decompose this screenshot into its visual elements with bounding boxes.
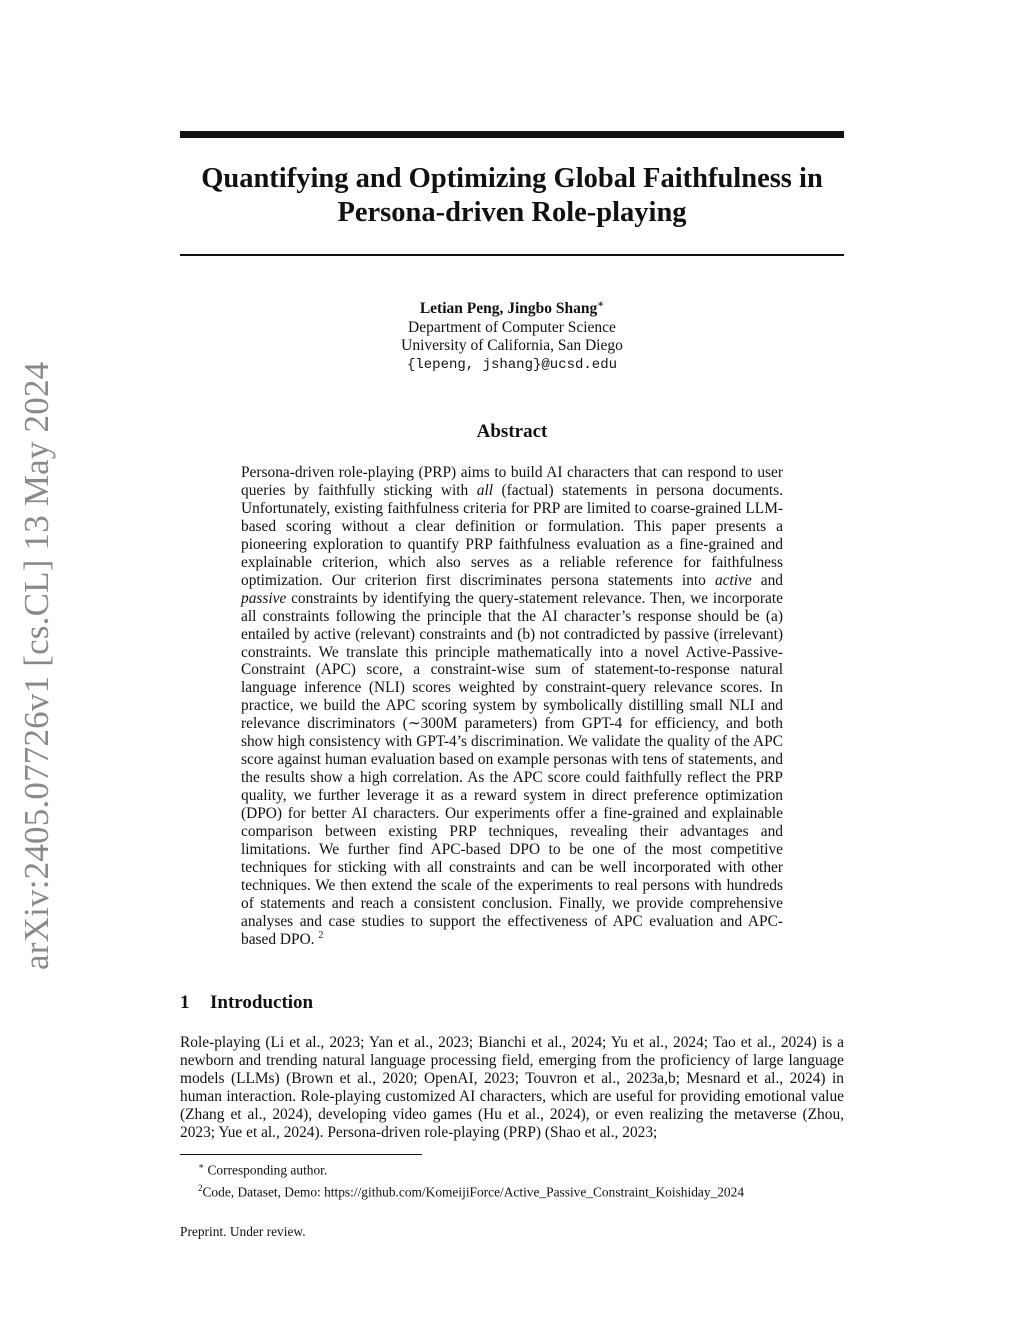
abstract-emphasis-active: active [714, 571, 752, 589]
author-names: Letian Peng, Jingbo Shang [419, 300, 598, 317]
title-line-1: Quantifying and Optimizing Global Faithfulness in [201, 163, 823, 194]
author-names-line [180, 300, 844, 319]
abstract-heading: Abstract [476, 421, 548, 442]
footnote-2 [198, 1179, 848, 1201]
corresponding-mark: ∗ [597, 298, 605, 310]
abstract-emphasis-passive: passive [241, 589, 287, 607]
section-title: Introduction [210, 992, 314, 1013]
abstract-body [241, 464, 783, 949]
section-number: 1 [180, 992, 190, 1013]
abstract-text-2: (factual) statements in persona documents. Unfortunately, existing faithfulness criteria for PRP are limited to coarse-grained LLM-based scoring without a clear definition or formulation. This paper presents a pioneering exploration to quantify PRP faithfulness evaluation as a fine-grained and explainable criterion, which also serves as a reliable reference for faithfulness optimization. Our criterion first discriminates persona statements into [241, 481, 783, 589]
author-email: {lepeng, jshang}@ucsd.edu [406, 356, 618, 373]
footnote-rule [180, 1154, 422, 1155]
footnote-2-text: Code, Dataset, Demo: https://github.com/KomeijiForce/Active_Passive_Constraint_Koishiday_2024 [202, 1184, 745, 1200]
abstract-text-3: and [751, 571, 783, 589]
footnote-1-text: Corresponding author. [207, 1162, 328, 1178]
abstract-text-4: constraints by identifying the query-statement relevance. Then, we incorporate all constraints following the principle that the AI character’s response should be (a) entailed by active (relevant) constraints and (b) not contradicted by passive (irrelevant) constraints. We translate this principle mathematically into a novel Active-Passive-Constraint (APC) score, a constraint-wise sum of statement-to-response natural language inference (NLI) scores weighted by constraint-query relevance scores. In practice, we build the APC scoring system by symbolically distilling small NLI and relevance discriminators (∼300M parameters) from GPT-4 for efficiency, and both show high consistency with GPT-4’s discrimination. We validate the quality of the APC score against human evaluation based on example personas with tens of statements, and the results show a high correlation. As the APC score could faithfully reflect the PRP quality, we further leverage it as a reward system in direct preference optimization (DPO) for better AI characters. Our experiments offer a fine-grained and explainable comparison between existing PRP techniques, revealing their advantages and limitations. We further find APC-based DPO to be one of the most competitive techniques for sticking with all constraints and can be well incorporated with other techniques. We then extend the scale of the experiments to real persons with hundreds of statements and reach a consistent conclusion. Finally, we provide comprehensive analyses and case studies to support the effectiveness of APC evaluation and APC-based DPO. [241, 589, 783, 948]
preprint-note: Preprint. Under review. [180, 1224, 306, 1239]
footnote-1 [198, 1157, 848, 1179]
title-top-rule [180, 131, 844, 138]
introduction-body: Role-playing (Li et al., 2023; Yan et al., 2023; Bianchi et al., 2024; Yu et al., 2024; Tao et al., 2024) is a newborn and trending natural language processing field, emerging from the proficiency of large language models (LLMs) (Brown et al., 2020; OpenAI, 2023; Touvron et al., 2023a,b; Mesnard et al., 2024) in human interaction. Role-playing customized AI characters, which are useful for providing emotional value (Zhang et al., 2024), developing video games (Hu et al., 2024), or even realizing the metaverse (Zhou, 2023; Yue et al., 2024). Persona-driven role-playing (PRP) (Shao et al., 2023; [180, 1034, 844, 1141]
abstract-text-1: Persona-driven role-playing (PRP) aims to build AI characters that can respond to user queries by faithfully sticking with [241, 464, 783, 499]
author-block [180, 300, 844, 374]
section-heading-introduction [180, 992, 313, 1014]
footnotes [198, 1157, 848, 1202]
footnote-2-mark: 2 [198, 1183, 203, 1194]
arxiv-identifier-stamp: arXiv:2405.07726v1 [cs.CL] 13 May 2024 [17, 361, 56, 970]
abstract-footnote-mark: 2 [318, 929, 324, 941]
author-department: Department of Computer Science [408, 318, 616, 336]
title-line-2: Persona-driven Role-playing [337, 197, 687, 228]
abstract-emphasis-all: all [476, 481, 493, 499]
title-bottom-rule [180, 254, 844, 256]
paper-title [180, 162, 844, 230]
author-university: University of California, San Diego [401, 337, 623, 354]
footnote-1-mark: ∗ [198, 1161, 205, 1171]
